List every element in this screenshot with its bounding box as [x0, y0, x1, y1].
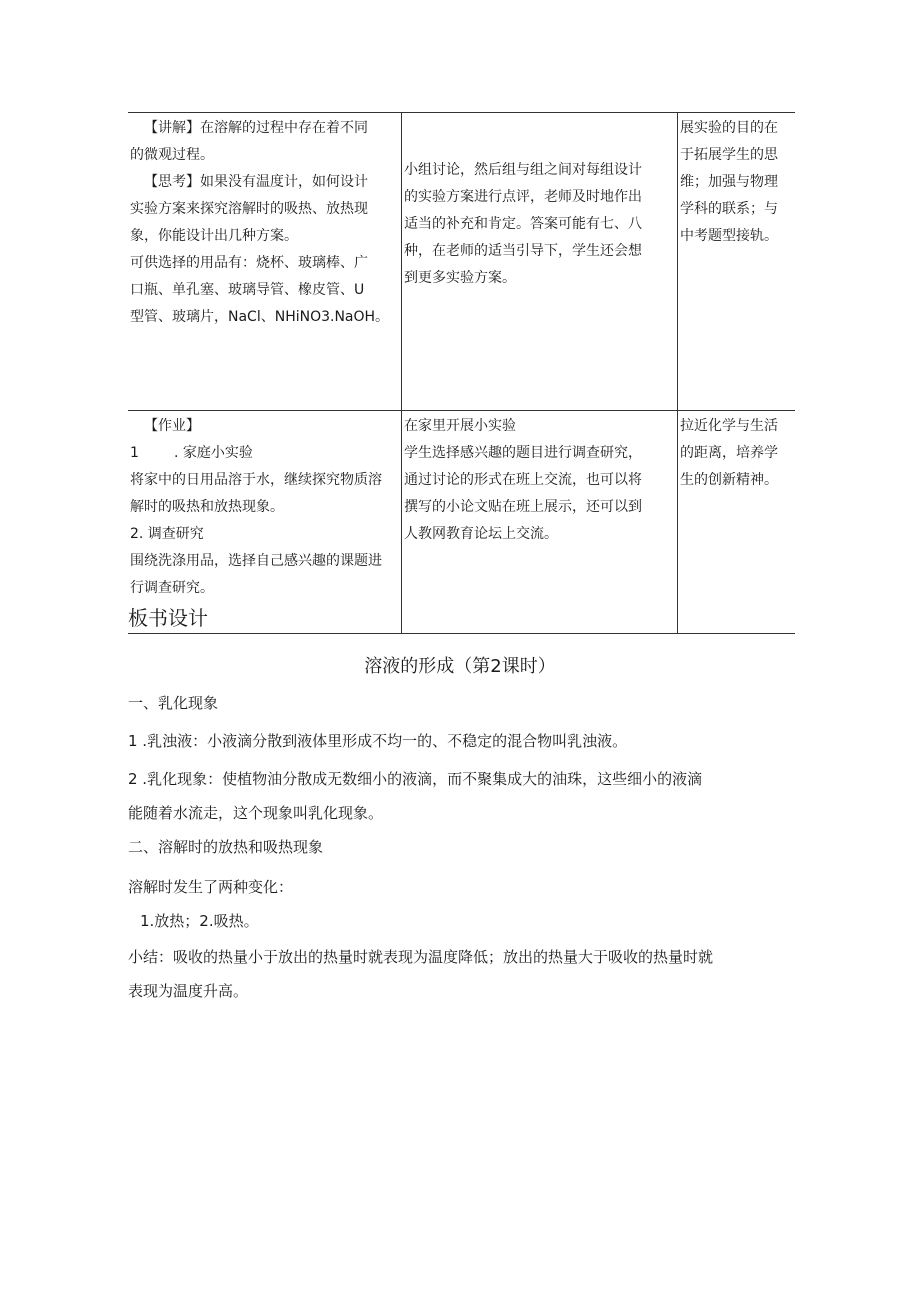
lesson-title: 溶液的形成（第2课时）: [364, 656, 556, 677]
table-line: 在家里开展小实验: [404, 418, 516, 434]
list-number: 1: [130, 445, 139, 461]
table-line: 生的创新精神。: [680, 472, 778, 488]
table-line: 于拓展学生的思: [680, 147, 778, 163]
table-line: 2. 调查研究: [130, 526, 204, 542]
paragraph-line: 2 .乳化现象：使植物油分散成无数细小的液滴，而不聚集成大的油珠，这些细小的液滴: [128, 770, 703, 788]
table-line: 【作业】: [144, 418, 200, 434]
table-line: 适当的补充和肯定。答案可能有七、八: [404, 216, 642, 232]
table-row: [128, 113, 795, 411]
table-line: 实验方案来探究溶解时的吸热、放热现: [130, 201, 368, 217]
lesson-table: [128, 112, 795, 634]
section-heading: 一、乳化现象: [128, 694, 219, 712]
table-line: [130, 440, 398, 467]
table-line: 将家中的日用品溶于水，继续探究物质溶: [130, 472, 382, 488]
table-line: 展实验的目的在: [680, 120, 778, 136]
section-heading: 二、溶解时的放热和吸热现象: [128, 838, 324, 856]
table-line: 可供选择的用品有：烧杯、玻璃棒、广: [130, 255, 368, 271]
table-row: [128, 411, 795, 634]
paragraph-line: 小结：吸收的热量小于放出的热量时就表现为温度降低；放出的热量大于吸收的热量时就: [128, 948, 714, 966]
board-design-heading: 板书设计: [128, 606, 208, 630]
table-line: 围绕洗涤用品，选择自己感兴趣的课题进: [130, 553, 382, 569]
summary-paragraph: [128, 940, 794, 1008]
table-line: 中考题型接轨。: [680, 228, 778, 244]
table-line: 【讲解】在溶解的过程中存在着不同: [144, 120, 368, 136]
paragraph: [128, 762, 794, 830]
table-line: 解时的吸热和放热现象。: [130, 499, 284, 515]
table-line: 到更多实验方案。: [404, 270, 516, 286]
table-line: 行调查研究。: [130, 580, 214, 596]
table-line: 学生选择感兴趣的题目进行调查研究，: [404, 445, 642, 461]
table-line: 通过讨论的形式在班上交流，也可以将: [404, 472, 642, 488]
table-line: 人教网教育论坛上交流。: [404, 526, 558, 542]
teacher-activity-cell: [128, 411, 402, 634]
design-intent-cell: [678, 411, 796, 634]
table-line: 的微观过程。: [130, 147, 214, 163]
paragraph: 溶解时发生了两种变化：: [128, 878, 294, 896]
student-activity-cell: [402, 411, 678, 634]
table-line: 学科的联系；与: [680, 201, 778, 217]
table-line: 维；加强与物理: [680, 174, 778, 190]
table-line: 撰写的小论文贴在班上展示，还可以到: [404, 499, 642, 515]
list-text: . 家庭小实验: [174, 445, 253, 461]
table-line: 拉近化学与生活: [680, 418, 778, 434]
paragraph: 1 .乳浊液：小液滴分散到液体里形成不均一的、不稳定的混合物叫乳浊液。: [128, 732, 628, 750]
table-line: 小组讨论，然后组与组之间对每组设计: [404, 162, 642, 178]
paragraph: 1.放热；2.吸热。: [140, 912, 259, 930]
table-line: 【思考】如果没有温度计，如何设计: [144, 174, 368, 190]
table-line: 型管、玻璃片，NaCl、NHiNO3.NaOH。: [130, 309, 390, 325]
table-line: 象，你能设计出几种方案。: [130, 228, 298, 244]
teacher-activity-cell: [128, 113, 402, 411]
student-activity-cell: [402, 113, 678, 411]
table-line: 的实验方案进行点评，老师及时地作出: [404, 189, 642, 205]
design-intent-cell: [678, 113, 796, 411]
table-line: 口瓶、单孔塞、玻璃导管、橡皮管、U: [130, 282, 365, 298]
paragraph-line: 表现为温度升高。: [128, 982, 249, 1000]
table-line: 的距离，培养学: [680, 445, 778, 461]
table-line: 种，在老师的适当引导下，学生还会想: [404, 243, 642, 259]
paragraph-line: 能随着水流走，这个现象叫乳化现象。: [128, 804, 384, 822]
